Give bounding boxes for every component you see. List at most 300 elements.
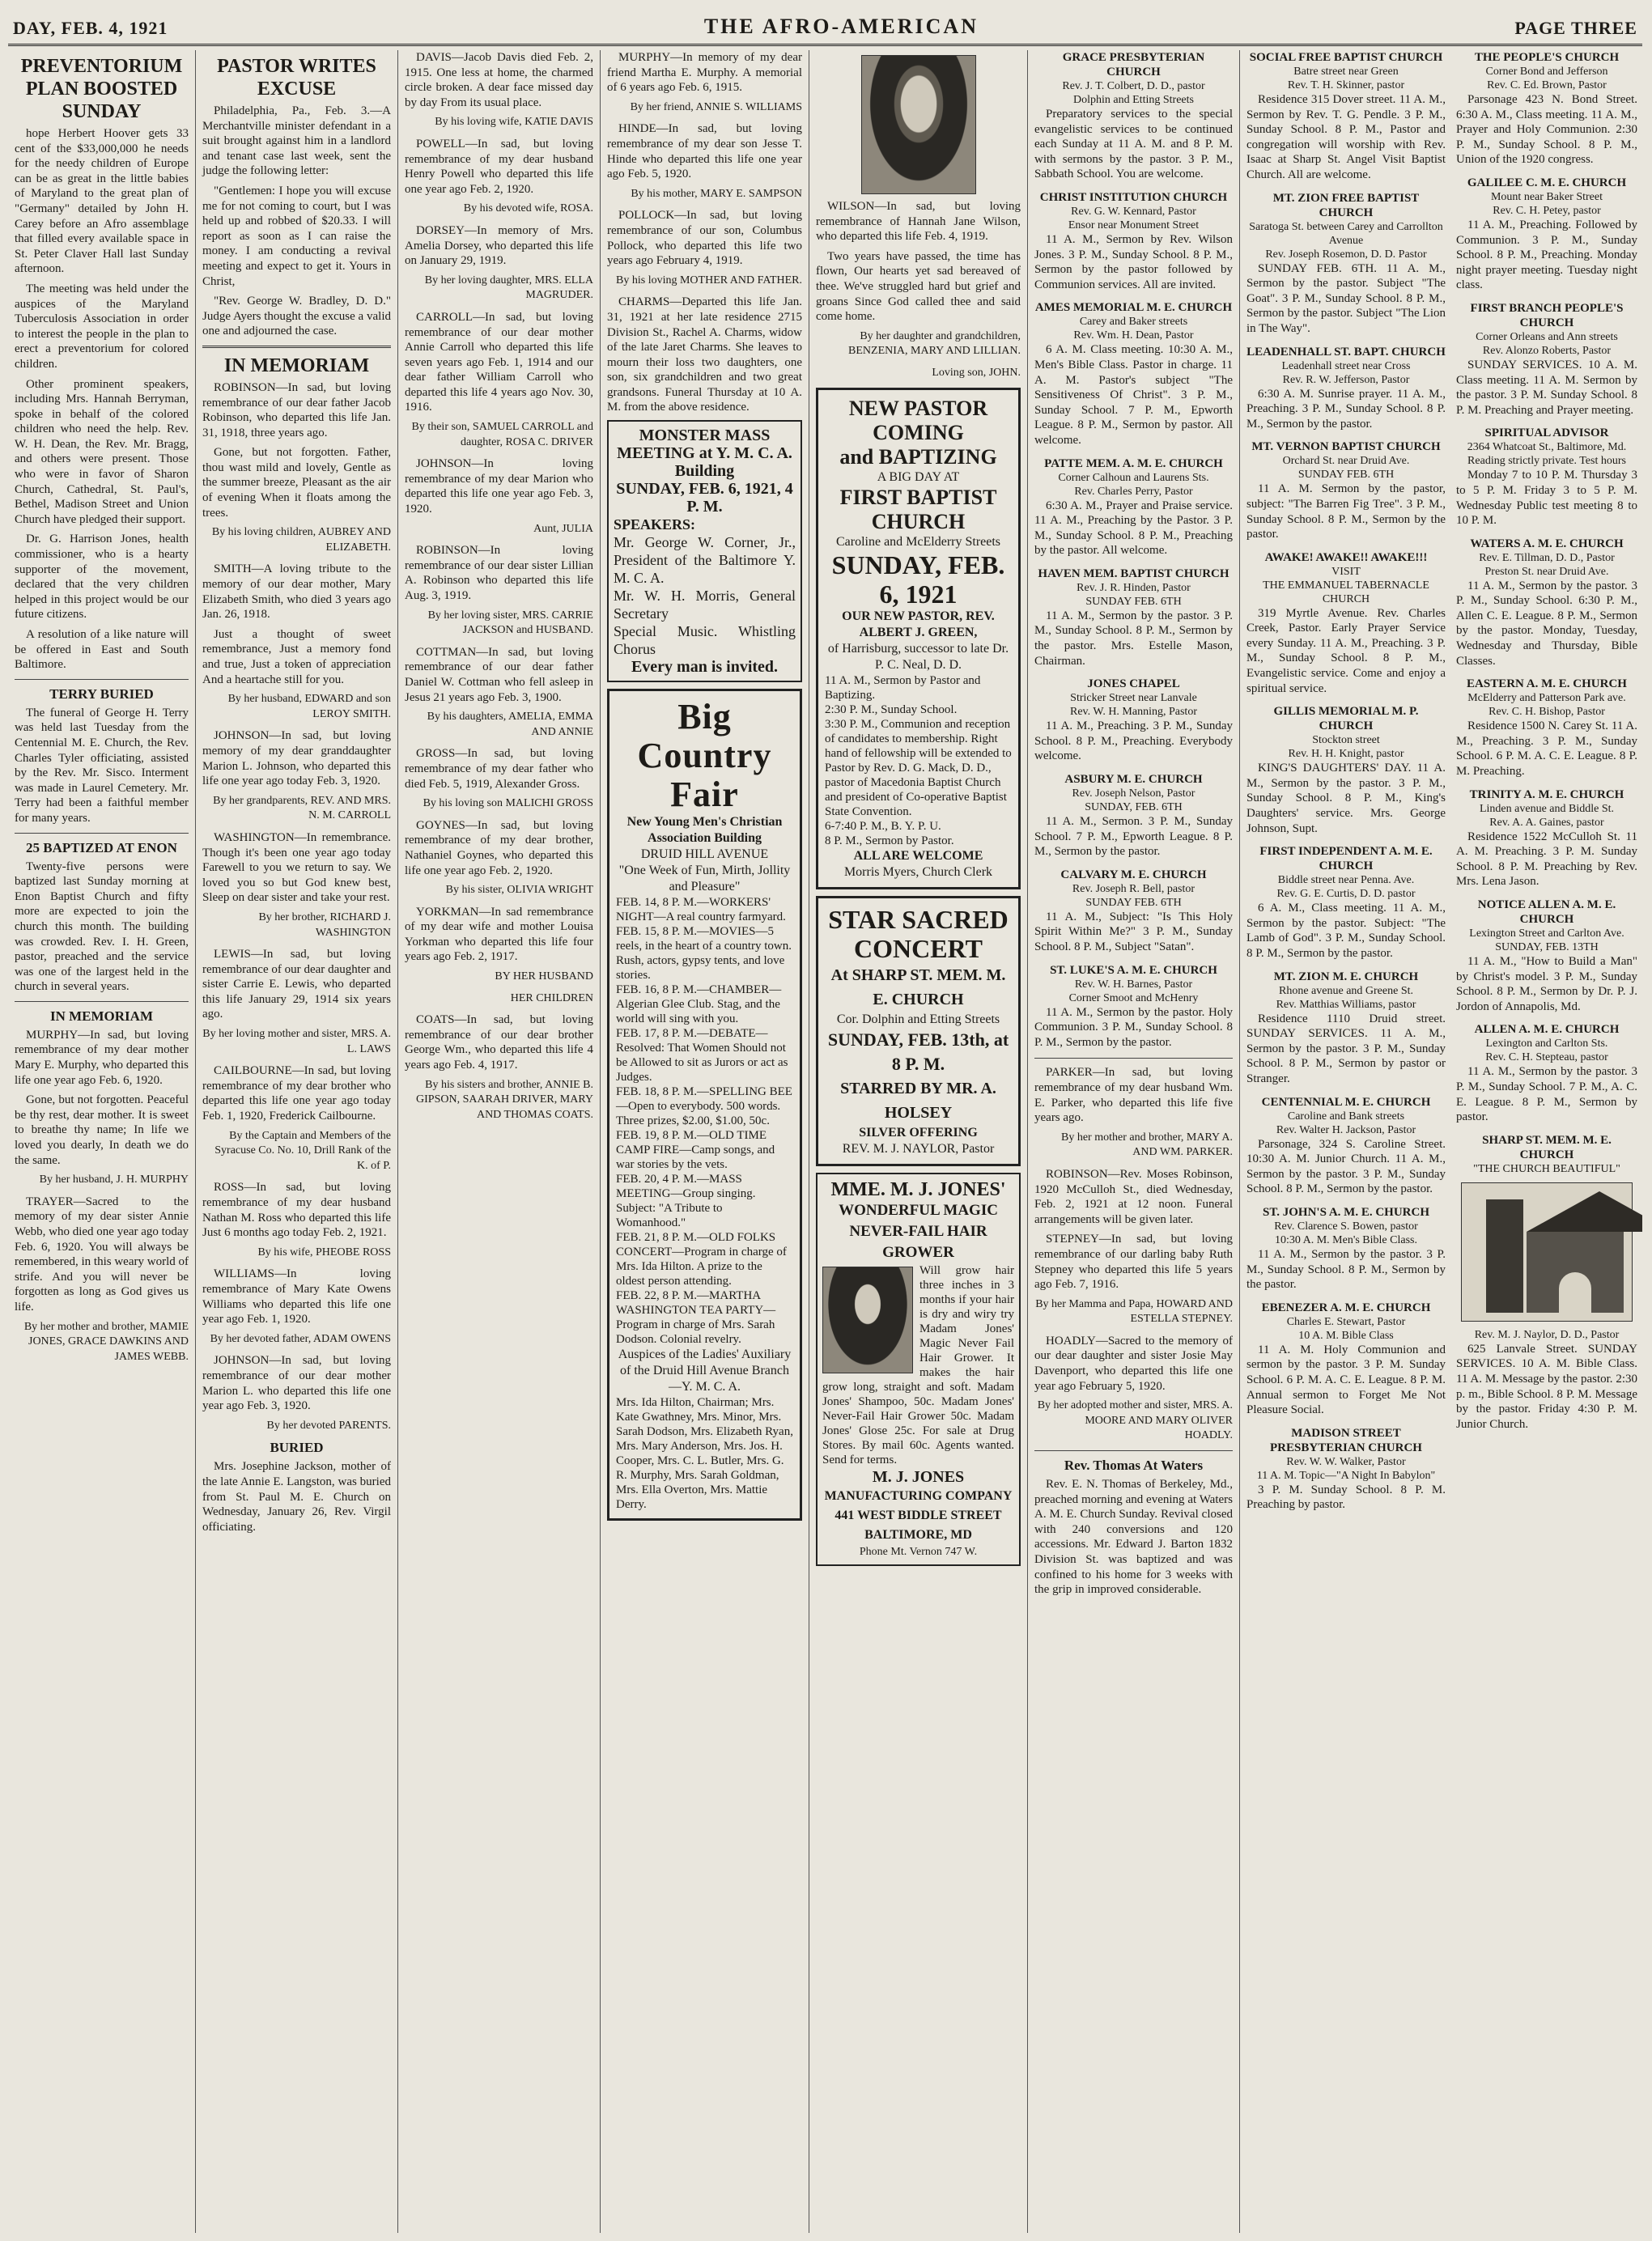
grower-company: M. J. JONES xyxy=(872,1467,965,1486)
church-name: FIRST INDEPENDENT A. M. E. CHURCH xyxy=(1259,845,1433,873)
church-line: Stockton street xyxy=(1312,734,1380,747)
memorial-text: TRAYER—Sacred to the memory of my dear sister Annie Webb, who died one year ago today Feb. 6, 1920. You will always be remembered, in this weary world of strife. And you will never be forgotten as long as God gives us life. xyxy=(15,1195,189,1314)
church-notice xyxy=(1456,426,1637,528)
church-line: 10 A. M. Bible Class xyxy=(1298,1329,1394,1342)
country-fair-ad xyxy=(607,689,802,1521)
memorial-text: HINDE—In sad, but loving remembrance of my dear son Jesse T. Hinde who departed this life one year ago Feb. 5, 1920. xyxy=(607,122,802,181)
memorial-text: WASHINGTON—In remembrance. Though it's been one year ago today Farewell to you we return to say. We loved you so but God knew best, Sleep on dear sister and take your rest. xyxy=(202,830,391,905)
church-line: Orchard St. near Druid Ave. xyxy=(1282,455,1410,468)
church-line: Rev. Matthias Williams, pastor xyxy=(1276,998,1416,1011)
church-notice xyxy=(1456,677,1637,779)
article-paragraph: "Rev. George W. Bradley, D. D." Judge Ayers thought the excuse a valid one and adjourned the case. xyxy=(202,295,391,338)
church-line: Rev. W. H. Manning, Pastor xyxy=(1070,706,1197,719)
memorial-text: WILSON—In sad, but loving remembrance of Hannah Jane Wilson, who departed this life Feb. 4, 1919. xyxy=(816,200,1021,244)
memorial-signature: By her mother and brother, MARY A. AND WM. PARKER. xyxy=(1060,1131,1233,1159)
column-8-container xyxy=(1451,50,1642,2233)
memorial-signature: Aunt, JULIA xyxy=(533,522,593,535)
church-line: Rev. Joseph R. Bell, pastor xyxy=(1072,882,1195,895)
church-name: EASTERN A. M. E. CHURCH xyxy=(1467,677,1627,691)
church-line: Rev. Walter H. Jackson, Pastor xyxy=(1276,1123,1416,1136)
church-schedule: Residence 315 Dover street. 11 A. M., Sermon by Rev. T. G. Pendle. 3 P. M., Sunday School. 8 P. M., Pastor and congregation will worship with Rev. Isaac at Sharp St. Angel Visit Baptist Church. All are welcome. xyxy=(1246,93,1446,181)
memorial-signature: By her devoted PARENTS. xyxy=(266,1419,391,1432)
church-notice xyxy=(1456,537,1637,669)
church-line: SUNDAY, FEB. 13TH xyxy=(1495,941,1599,953)
church-line: Rev. E. Tillman, D. D., Pastor xyxy=(1479,551,1615,564)
church-notice xyxy=(1246,345,1446,432)
church-line: SUNDAY FEB. 6TH xyxy=(1297,469,1395,482)
article-paragraph: hope Herbert Hoover gets 33 cent of the $33,000,000 he needs for the needy children of Europe can be as great in the little babies of Maryland to the great plan of "Germany" detailed by John H. Carey before an Afro assemblage that filled every available space in St. Peter Claver Hall last Sunday afternoon. xyxy=(15,127,189,276)
church-schedule: 11 A. M., Sermon by the pastor. 3 P. M., Sunday School. 8 P. M., Sermon by the pastor. xyxy=(1246,1247,1446,1292)
church-notice xyxy=(1034,456,1233,558)
church-line: SUNDAY FEB. 6TH xyxy=(1085,896,1182,909)
church-notice xyxy=(1246,50,1446,183)
concert-date: SUNDAY, FEB. 13th, at 8 P. M. xyxy=(827,1029,1009,1074)
church-schedule: 6 A. M., Class meeting. 11 A. M., Sermon by the pastor. Subject: "The Lamb of God". 3 P. M., Sunday School. 8 P. M., Sermon by the pastor. xyxy=(1246,902,1446,960)
mass-meeting-date: SUNDAY, FEB. 6, 1921, 4 P. M. xyxy=(616,480,793,516)
pastor-ad-welcome: ALL ARE WELCOME xyxy=(853,848,983,863)
church-schedule: 11 A. M., "How to Build a Man" by Christ's model. 3 P. M., Sunday School. 8 P. M., Sermon by Dr. P. J. Jordon of Annapolis, Md. xyxy=(1456,955,1637,1013)
church-schedule: 3 P. M. Sunday School. 8 P. M. Preaching by pastor. xyxy=(1246,1483,1446,1512)
memorial-text: YORKMAN—In sad remembrance of my dear wife and mother Louisa Yorkman who departed this life four years ago Feb. 2, 1917. xyxy=(405,905,593,964)
headline: Rev. Thomas At Waters xyxy=(1064,1458,1204,1474)
concert-pastor: REV. M. J. NAYLOR, Pastor xyxy=(842,1141,995,1156)
church-name: GRACE PRESBYTERIAN CHURCH xyxy=(1062,51,1205,79)
fair-subtitle: New Young Men's Christian Association Building xyxy=(626,815,783,846)
church-line: Stricker Street near Lanvale xyxy=(1070,692,1197,705)
church-line: Rev. C. H. Bishop, Pastor xyxy=(1488,706,1605,719)
fair-event: FEB. 15, 8 P. M.—MOVIES—5 reels, in the heart of a country town. Rush, actors, gypsy tents, and love stories. xyxy=(616,925,792,983)
pastor-ad-title: NEW PASTOR COMING xyxy=(848,396,988,444)
column-7 xyxy=(1240,50,1452,2233)
church-name: LEADENHALL ST. BAPT. CHURCH xyxy=(1246,345,1446,359)
church-line: Rev. G. E. Curtis, D. D. pastor xyxy=(1276,888,1416,901)
headline: IN MEMORIAM xyxy=(49,1008,153,1024)
memorial-text: STEPNEY—In sad, but loving remembrance of our darling baby Ruth Stepney who departed this life 5 years ago Feb. 7, 1916. xyxy=(1034,1233,1233,1292)
church-name: MT. ZION FREE BAPTIST CHURCH xyxy=(1272,191,1420,219)
columns xyxy=(8,50,1642,2233)
church-name: TRINITY A. M. E. CHURCH xyxy=(1469,787,1624,801)
memorial-signature: By her devoted father, ADAM OWENS xyxy=(210,1332,391,1345)
church-line: Mount near Baker Street xyxy=(1490,190,1603,203)
fair-title: Big Country Fair xyxy=(637,697,772,815)
church-notice xyxy=(1246,1426,1446,1513)
memorial-text: LEWIS—In sad, but loving remembrance of our dear daughter and sister Carrie E. Lewis, who departed this life January 29, 1914 six years ago. xyxy=(202,948,391,1021)
church-notice xyxy=(1456,1133,1637,1432)
mass-meeting-speakers-label: SPEAKERS: xyxy=(614,516,696,533)
article-paragraph: "Gentlemen: I hope you will excuse me for not coming to court, but I was held up and robbed of $20.33. I will report as soon as I can raise the money. I am conducting a revival meeting and expect to get it. Yours in Christ, xyxy=(202,184,391,288)
memorial-text: ROBINSON—Rev. Moses Robinson, 1920 McCulloh St., died Wednesday, Feb. 2, 1921 at 12 noon. Funeral arrangements will be given later. xyxy=(1034,1167,1233,1226)
church-schedule: Parsonage 423 N. Bond Street. 6:30 A. M., Class meeting. 11 A. M., Prayer and Holy Communion. 2:30 P. M., Sunday School. 8 P. M., Union of the 1920 congress. xyxy=(1456,93,1637,167)
memorial-verse: Gone, but not forgotten. Father, thou wast mild and lovely, Gentle as the summer breeze, Pleasant as the air of evening When it floats among the trees. xyxy=(202,446,391,520)
memorial-signature: By his devoted wife, ROSA. xyxy=(463,202,593,215)
memorial-verse: Just a thought of sweet remembrance, Just a memory fond and true, Just a token of appreciation And a heartache still for you. xyxy=(202,627,391,686)
fair-location: DRUID HILL AVENUE xyxy=(640,847,769,862)
pastor-ad-title: and BAPTIZING xyxy=(839,444,997,469)
church-line: Rev. J. T. Colbert, D. D., pastor xyxy=(1062,80,1205,92)
fair-event: FEB. 16, 8 P. M.—CHAMBER—Algerian Glee Club. Stag, and the world will sing with you. xyxy=(616,983,782,1026)
church-line: Corner Smoot and McHenry xyxy=(1068,991,1199,1004)
memorial-signature: By her friend, ANNIE S. WILLIAMS xyxy=(630,100,802,113)
church-schedule: 11 A. M., Sermon by the pastor. 3 P. M., Sunday School. 7 P. M., A. C. E. League. 8 P. M., Sermon by pastor. xyxy=(1456,1065,1637,1124)
church-schedule: SUNDAY SERVICES. 10 A. M. Class meeting. 11 A. M. Sermon by the pastor. 3 P. M. Sunday School. 8 P. M. Preaching and Prayer meeting. xyxy=(1456,358,1637,417)
church-line: Rev. C. H. Petey, pastor xyxy=(1493,204,1601,217)
church-line: Ensor near Monument Street xyxy=(1068,219,1200,231)
church-notice xyxy=(1456,50,1637,168)
article-paragraph: Rev. E. N. Thomas of Berkeley, Md., preached morning and evening at Waters A. M. E. Church Sunday. Revival closed with 240 conversions and 120 accessions. Mr. Edward J. Barton 1832 Division St. was baptized and was confined to his home for 3 weeks with the grip in improved considerable. xyxy=(1034,1478,1233,1597)
fair-event: FEB. 22, 8 P. M.—MARTHA WASHINGTON TEA PARTY—Program in charge of Mrs. Sarah Dodson. Colonial revelry. xyxy=(616,1289,776,1347)
church-line: SUNDAY, FEB. 6TH xyxy=(1085,801,1183,814)
church-notice xyxy=(1034,50,1233,182)
memorial-text: COTTMAN—In sad, but loving remembrance of our dear father Daniel W. Cottman who fell asleep in Jesus 21 years ago Feb. 3, 1900. xyxy=(405,645,593,704)
concert-star: STARRED BY MR. A. HOLSEY xyxy=(840,1079,996,1122)
church-name: JONES CHAPEL xyxy=(1087,677,1180,691)
memorial-signature: By his mother, MARY E. SAMPSON xyxy=(631,187,802,200)
column-4 xyxy=(601,50,809,2233)
church-schedule: 11 A. M., Preaching. 3 P. M., Sunday School. 8 P. M., Preaching. Everybody welcome. xyxy=(1034,719,1233,763)
memorial-text: CAILBOURNE—In sad, but loving remembrance of my dear brother who departed this life one year ago today Feb. 1, 1920, Frederick Cailbourne. xyxy=(202,1064,391,1123)
church-notice xyxy=(1034,300,1233,448)
pastor-ad-clerk: Morris Myers, Church Clerk xyxy=(843,864,993,879)
church-notice xyxy=(1246,704,1446,836)
divider xyxy=(15,1001,189,1002)
church-notice xyxy=(1246,1301,1446,1418)
church-line: Rev. J. R. Hinden, Pastor xyxy=(1077,581,1191,594)
fair-event: FEB. 21, 8 P. M.—OLD FOLKS CONCERT—Program in charge of Mrs. Ida Hilton. A prize to the oldest person attending. xyxy=(616,1231,787,1288)
memorial-text: POWELL—In sad, but loving remembrance of my dear husband Henry Powell who departed this life one year ago Feb. 2, 1920. xyxy=(405,137,593,196)
church-line: Rev. T. H. Skinner, pastor xyxy=(1287,79,1405,91)
memorial-text: POLLOCK—In sad, but loving remembrance of our son, Columbus Pollock, who departed this life two years ago February 4, 1919. xyxy=(607,209,802,268)
church-door xyxy=(1559,1272,1591,1321)
church-schedule: 6 A. M. Class meeting. 10:30 A. M., Men's Bible Class. Pastor in charge. 11 A. M. Pastor's subject "The Sensitiveness Of Christ". 3 P. M., Sunday School. 7 P. M., Epworth League. 8 P. M., Sermon by pastor. All welcome. xyxy=(1034,343,1233,447)
memorial-signature: By his sister, OLIVIA WRIGHT xyxy=(445,884,593,897)
memorial-signature: HER CHILDREN xyxy=(510,991,593,1004)
concert-offering: SILVER OFFERING xyxy=(859,1125,978,1140)
church-name: CALVARY M. E. CHURCH xyxy=(1060,868,1207,881)
grower-brand: MME. M. J. JONES' xyxy=(830,1178,1006,1200)
memorial-text: COATS—In sad, but loving remembrance of our dear brother George Wm., who departed this life 4 years ago Feb. 4, 1917. xyxy=(405,1013,593,1072)
church-name: MT. VERNON BAPTIST CHURCH xyxy=(1251,440,1441,454)
church-line: Biddle street near Penna. Ave. xyxy=(1277,874,1415,887)
church-notice xyxy=(1246,550,1446,697)
memorial-signature: By her husband, J. H. MURPHY xyxy=(39,1174,189,1186)
divider xyxy=(15,679,189,680)
article-paragraph: Dr. G. Harrison Jones, health commissioner, who is a hearty supporter of the movement, declared that the very children helped in this project would be our future citizens. xyxy=(15,533,189,622)
church-notice xyxy=(1456,898,1637,1014)
church-line: Rev. C. Ed. Brown, Pastor xyxy=(1487,79,1607,91)
church-name: CENTENNIAL M. E. CHURCH xyxy=(1261,1095,1431,1109)
sacred-concert-ad xyxy=(816,896,1021,1166)
pastor-ad-schedule: 6-7:40 P. M., B. Y. P. U. xyxy=(825,819,941,833)
memorial-text: SMITH—A loving tribute to the memory of our dear mother, Mary Elizabeth Smith, who died 3 years ago Jan. 26, 1918. xyxy=(202,562,391,622)
church-line: "THE CHURCH BEAUTIFUL" xyxy=(1473,1162,1620,1175)
church-notice xyxy=(1246,970,1446,1087)
memorial-signature: By her loving daughter, MRS. ELLA MAGRUDER. xyxy=(424,274,593,302)
paper-title: THE AFRO-AMERICAN xyxy=(703,15,979,38)
church-line: Charles E. Stewart, Pastor xyxy=(1286,1315,1406,1328)
mass-meeting-speaker: Mr. George W. Corner, Jr., President of the Baltimore Y. M. C. A. xyxy=(614,534,796,587)
memorial-signature: By her grandparents, REV. AND MRS. N. M. CARROLL xyxy=(213,794,391,822)
church-name: ST. LUKE'S A. M. E. CHURCH xyxy=(1050,963,1217,977)
memorial-signature: By his sisters and brother, ANNIE B. GIPSON, SAARAH DRIVER, MARY AND THOMAS COATS. xyxy=(416,1078,593,1121)
page-number: PAGE THREE xyxy=(1514,18,1637,38)
church-notice xyxy=(1246,439,1446,541)
church-name: GALILEE C. M. E. CHURCH xyxy=(1467,176,1627,189)
divider xyxy=(1034,1450,1233,1451)
memorial-signature: By his loving wife, KATIE DAVIS xyxy=(435,116,593,129)
memorial-text: GROSS—In sad, but loving remembrance of my dear father who died Feb. 5, 1919, Alexander Gross. xyxy=(405,747,593,791)
church-tower xyxy=(1486,1199,1523,1313)
fair-event: FEB. 14, 8 P. M.—WORKERS' NIGHT—A real country farmyard. xyxy=(616,896,786,924)
mass-meeting-speaker: Mr. W. H. Morris, General Secretary xyxy=(614,588,796,622)
church-line: Saratoga St. between Carey and Carrollton Avenue xyxy=(1249,220,1443,247)
church-notice xyxy=(1456,176,1637,293)
church-schedule: 11 A. M., Subject: "Is This Holy Spirit Within Me?" 3 P. M., Sunday School. 8 P. M., Subject "Satan". xyxy=(1034,910,1233,953)
church-line: Rev. Joseph Rosemon, D. D. Pastor xyxy=(1265,248,1427,261)
church-name: ST. JOHN'S A. M. E. CHURCH xyxy=(1263,1205,1429,1219)
memorial-signature: By her husband, EDWARD and son LEROY SMITH. xyxy=(227,693,391,720)
mass-meeting-notice xyxy=(607,420,802,682)
headline: PASTOR WRITES EXCUSE xyxy=(217,56,376,100)
church-schedule: 11 A. M., Sermon by the pastor. Holy Communion. 3 P. M., Sunday School. 8 P. M., Sermon by the pastor. xyxy=(1034,1005,1233,1049)
memorial-signature: Loving son, JOHN. xyxy=(932,366,1021,379)
church-line: THE EMMANUEL TABERNACLE CHURCH xyxy=(1263,579,1429,605)
column-3 xyxy=(398,50,601,2233)
memorial-signature: By her brother, RICHARD J. WASHINGTON xyxy=(258,910,391,939)
church-line: Rev. G. W. Kennard, Pastor xyxy=(1071,205,1196,218)
memorial-text: ROBINSON—In loving remembrance of our dear sister Lillian A. Robinson who departed this life Aug. 3, 1919. xyxy=(405,544,593,602)
church-name: SOCIAL FREE BAPTIST CHURCH xyxy=(1249,51,1443,64)
portrait-photo xyxy=(861,55,976,194)
church-name: SPIRITUAL ADVISOR xyxy=(1484,427,1609,440)
grower-company: MANUFACTURING COMPANY xyxy=(824,1488,1013,1503)
church-line: Rev. Charles Perry, Pastor xyxy=(1074,485,1193,498)
church-line: Rev. C. H. Stepteau, pastor xyxy=(1485,1051,1608,1064)
church-name: AWAKE! AWAKE!! AWAKE!!! xyxy=(1264,550,1428,564)
church-schedule: Monday 7 to 10 P. M. Thursday 3 to 5 P. M. Friday 3 to 5 P. M. Wednesday Public test meeting 8 to 10 P. M. xyxy=(1456,469,1637,528)
church-notice xyxy=(1456,787,1637,889)
church-name: SHARP ST. MEM. M. E. CHURCH xyxy=(1482,1133,1612,1161)
fair-tagline: "One Week of Fun, Mirth, Jollity and Pleasure" xyxy=(618,864,791,894)
headline: PREVENTORIUM PLAN BOOSTED SUNDAY xyxy=(20,56,183,122)
concert-address: Cor. Dolphin and Etting Streets xyxy=(836,1012,1000,1026)
church-notice xyxy=(1034,868,1233,955)
memorial-signature: By her adopted mother and sister, MRS. A. MOORE AND MARY OLIVER HOADLY. xyxy=(1037,1399,1233,1442)
memorial-signature: By his daughters, AMELIA, EMMA AND ANNIE xyxy=(427,711,593,738)
church-line: Lexington and Carlton Sts. xyxy=(1485,1038,1608,1050)
memorial-verse: Two years have passed, the time has flown, Our hearts yet sad bereaved of thee. We've struggled hard but grief and groans Since God called thee and said come home. xyxy=(816,249,1021,324)
church-line: Carey and Baker streets xyxy=(1079,316,1188,329)
memorial-text: MURPHY—In sad, but loving remembrance of my dear mother Mary E. Murphy, who departed this life one year ago Feb. 6, 1920. xyxy=(15,1028,189,1087)
memorial-text: DAVIS—Jacob Davis died Feb. 2, 1915. One less at home, the charmed circle broken. A dear face missed day by day From its usual place. xyxy=(405,51,593,109)
church-line: Rev. W. W. Walker, Pastor xyxy=(1286,1455,1406,1468)
church-notice xyxy=(1034,567,1233,668)
church-schedule: Residence 1500 N. Carey St. 11 A. M., Preaching. 3 P. M., Sunday School. 6 P. M. A. C. E. League. 8 P. M. Preaching. xyxy=(1456,719,1637,779)
church-name: GILLIS MEMORIAL M. P. CHURCH xyxy=(1273,705,1419,733)
headline: 25 BAPTIZED AT ENON xyxy=(26,839,177,855)
church-name: PATTE MEM. A. M. E. CHURCH xyxy=(1044,456,1223,470)
church-line: Linden avenue and Biddle St. xyxy=(1479,802,1615,815)
pastor-ad-schedule: 11 A. M., Sermon by Pastor and Baptizing. xyxy=(825,673,981,702)
hair-grower-ad xyxy=(816,1173,1021,1567)
church-schedule: Residence 1522 McCulloh St. 11 A. M. Preaching. 3 P. M. Sunday School. 8 P. M. Preaching by Rev. Mrs. Lena Jason. xyxy=(1456,830,1637,889)
divider xyxy=(15,833,189,834)
mass-meeting-invite: Every man is invited. xyxy=(631,658,779,677)
pastor-ad-date: SUNDAY, FEB. 6, 1921 xyxy=(831,550,1005,609)
church-line: Rev. Alonzo Roberts, Pastor xyxy=(1482,344,1612,357)
pastor-ad-church: FIRST BAPTIST CHURCH xyxy=(839,485,997,533)
church-name: THE PEOPLE'S CHURCH xyxy=(1474,51,1620,64)
church-line: Leadenhall street near Cross xyxy=(1281,359,1411,372)
church-schedule: 11 A. M., Preaching. Followed by Communion. 3 P. M., Sunday School. 8 P. M., Preaching. Monday night prayer meeting. Tuesday night class. xyxy=(1456,218,1637,292)
church-line: Lexington Street and Carlton Ave. xyxy=(1469,927,1624,940)
article-paragraph: Other prominent speakers, including Mrs. Hannah Berryman, spoke in behalf of the colored children who need the help. Rev. W. H. Dean, the Rev. Mr. Bragg, and others were present. Those who were in favor of Sharon Church, Cathedral, St. Paul's, Bethel, Madison Street and Union Church have pledged their support. xyxy=(15,377,189,526)
church-notice xyxy=(1034,963,1233,1050)
headline: BURIED xyxy=(270,1440,324,1456)
pastor-ad-text: of Harrisburg, successor to late Dr. P. C. Neal, D. D. xyxy=(827,641,1009,672)
church-line: Rev. A. A. Gaines, pastor xyxy=(1489,816,1604,829)
church-notice xyxy=(1246,1095,1446,1197)
pastor-ad-text: A BIG DAY AT xyxy=(877,469,960,484)
memorial-signature: BY HER HUSBAND xyxy=(495,970,593,983)
church-schedule: 11 A. M., Sermon. 3 P. M., Sunday School. 7 P. M., Epworth League. 8 P. M., Sermon by the pastor. xyxy=(1034,815,1233,859)
new-pastor-ad xyxy=(816,388,1021,889)
headline: TERRY BURIED xyxy=(49,685,154,702)
church-line: Corner Bond and Jefferson xyxy=(1485,66,1608,78)
church-name: AMES MEMORIAL M. E. CHURCH xyxy=(1034,301,1233,315)
church-line: Rev. W. H. Barnes, Pastor xyxy=(1074,978,1193,991)
church-schedule: 11 A. M., Sermon by Rev. Wilson Jones. 3 P. M., Sunday School. 8 P. M., Sermon by the pastor followed by Communion services. All are invited. xyxy=(1034,232,1233,291)
church-line: 2364 Whatcoat St., Baltimore, Md. xyxy=(1467,441,1627,454)
memorial-text: DORSEY—In memory of Mrs. Amelia Dorsey, who departed this life on January 29, 1919. xyxy=(405,223,593,268)
church-name: NOTICE ALLEN A. M. E. CHURCH xyxy=(1477,898,1616,926)
church-line: Rev. Joseph Nelson, Pastor xyxy=(1072,787,1195,800)
concert-church: At SHARP ST. MEM. M. E. CHURCH xyxy=(830,966,1006,1008)
church-name: MADISON STREET PRESBYTERIAN CHURCH xyxy=(1270,1426,1422,1454)
memorial-text: MURPHY—In memory of my dear friend Martha E. Murphy. A memorial of 6 years ago Feb. 6, 1915. xyxy=(607,51,802,95)
memorial-text: JOHNSON—In loving remembrance of my dear Marion who departed this life one year ago Feb. 3, 1920. xyxy=(405,457,593,516)
column-5 xyxy=(809,50,1028,2233)
article-paragraph: Philadelphia, Pa., Feb. 3.—A Merchantville minister defendant in a suit brought against him in a landlord and tenant case last week, sent the judge the following letter: xyxy=(202,104,391,178)
grower-portrait xyxy=(822,1267,913,1373)
church-name: FIRST BRANCH PEOPLE'S CHURCH xyxy=(1470,301,1624,329)
memorial-text: JOHNSON—In sad, but loving remembrance of our dear mother Marion L. who departed this life one year ago Feb. 3, 1920. xyxy=(202,1354,391,1413)
memorial-signature: By her loving mother and sister, MRS. A. L. LAWS xyxy=(202,1028,391,1055)
pastor-ad-text: OUR NEW PASTOR, REV. ALBERT J. GREEN, xyxy=(842,609,995,639)
memorial-text: ROBINSON—In sad, but loving remembrance of our dear father Jacob Robinson, who departed this life Jan. 31, 1918, three years ago. xyxy=(202,380,391,439)
church-line: Rev. R. W. Jefferson, Pastor xyxy=(1282,373,1410,386)
church-schedule: KING'S DAUGHTERS' DAY. 11 A. M., Sermon by the pastor. 3 P. M., Sunday School. 8 P. M., King's Daughters' service. Mrs. George Johnson, Supt. xyxy=(1246,762,1446,835)
memorial-text: GOYNES—In sad, but loving remembrance of my dear brother, Nathaniel Goynes, who departed this life one year ago Feb. 2, 1920. xyxy=(405,818,593,877)
memorial-text: ROSS—In sad, but loving remembrance of my dear husband Nathan M. Ross who departed this life Just 6 months ago today Feb. 2, 1921. xyxy=(202,1181,391,1240)
church-line: Corner Calhoun and Laurens Sts. xyxy=(1058,471,1209,484)
church-name: MT. ZION M. E. CHURCH xyxy=(1273,970,1419,983)
fair-event: FEB. 20, 4 P. M.—MASS MEETING—Group singing. Subject: "A Tribute to Womanhood." xyxy=(616,1173,756,1230)
church-line: VISIT xyxy=(1331,565,1361,578)
church-notice xyxy=(1034,677,1233,764)
church-name: HAVEN MEM. BAPTIST CHURCH xyxy=(1038,567,1229,580)
pastor-ad-schedule: 2:30 P. M., Sunday School. xyxy=(825,702,958,716)
church-line: Caroline and Bank streets xyxy=(1287,1110,1405,1123)
article-paragraph: Mrs. Josephine Jackson, mother of the late Annie E. Langston, was buried from St. Paul M. E. Church on Wednesday, January 26, Rev. Virgil officiating. xyxy=(202,1460,391,1534)
column-6 xyxy=(1028,50,1240,2233)
church-line: Rev. Wm. H. Dean, Pastor xyxy=(1073,329,1194,342)
church-notice xyxy=(1246,191,1446,337)
fair-committee: Mrs. Ida Hilton, Chairman; Mrs. Kate Gwathney, Mrs. Minor, Mrs. Sarah Dodson, Mrs. Elizabeth Ryan, Mrs. Mary Anderson, Mrs. Jos. H. Cooper, Mrs. C. L. Butler, Mrs. G. R. Murphy, Mrs. Sarah Goldman, Mrs. Ella Overton, Mrs. Mattie Derry. xyxy=(616,1396,793,1512)
church-schedule: Residence 1110 Druid street. SUNDAY SERVICES. 11 A. M., Sermon by the pastor. 3 P. M., Sunday School. 8 P. M., Sermon by pastor or Stranger. xyxy=(1246,1012,1446,1085)
column-2 xyxy=(196,50,398,2233)
article-paragraph: The meeting was held under the auspices of the Maryland Tuberculosis Association in order to interest the people in the plan to erect a preventorium for colored children. xyxy=(15,282,189,371)
church-name: CHRIST INSTITUTION CHURCH xyxy=(1039,190,1228,204)
pastor-ad-address: Caroline and McElderry Streets xyxy=(835,534,1001,549)
memorial-text: PARKER—In sad, but loving remembrance of my dear husband Wm. E. Parker, who departed this life five years ago. xyxy=(1034,1066,1233,1125)
memorial-text: WILLIAMS—In loving remembrance of Mary Kate Owens Williams who departed this life one year ago Feb. 1, 1920. xyxy=(202,1267,391,1326)
church-name: ASBURY M. E. CHURCH xyxy=(1064,773,1203,787)
memorial-signature: By his wife, PHEOBE ROSS xyxy=(257,1246,391,1258)
issue-date: DAY, FEB. 4, 1921 xyxy=(13,18,168,38)
grower-city: BALTIMORE, MD xyxy=(864,1527,972,1542)
church-schedule: 625 Lanvale Street. SUNDAY SERVICES. 10 A. M. Bible Class. 11 A. M. Message by the pastor. 2:30 p. m., Bible School. 8 P. M. Message by the pastor. Friday 4:30 P. M. Junior Church. xyxy=(1456,1342,1637,1431)
church-schedule: 6:30 A. M. Sunrise prayer. 11 A. M., Preaching. 3 P. M., Sunday School. 8 P. M., Sermon by the pastor. xyxy=(1246,387,1446,431)
church-line: Rev. H. H. Knight, pastor xyxy=(1288,748,1404,761)
church-schedule: 6:30 A. M., Prayer and Praise service. 11 A. M., Preaching by the Pastor. 3 P. M., Sunday School. 8 P. M., Preaching by the pastor. All welcome. xyxy=(1034,499,1233,558)
pastor-ad-schedule: 8 P. M., Sermon by Pastor. xyxy=(825,834,954,847)
memorial-signature: By his loving children, AUBREY AND ELIZABETH. xyxy=(211,526,391,554)
memorial-text: CHARMS—Departed this life Jan. 31, 1921 at her late residence 2715 Division St., Rachel A. Charms, widow of the late Jaret Charms. She leaves to mourn their loss two daughters, one son, six grandchildren and two great grandsons. Funeral Thursday at 10 A. M. from the above residence. xyxy=(607,295,802,414)
church-name: EBENEZER A. M. E. CHURCH xyxy=(1261,1301,1431,1314)
article-paragraph: A resolution of a like nature will be offered in East and South Baltimore. xyxy=(15,628,189,672)
fair-auspices: Auspices of the Ladies' Auxiliary of the Druid Hill Avenue Branch—Y. M. C. A. xyxy=(618,1348,792,1394)
church-schedule: SUNDAY FEB. 6TH. 11 A. M., Sermon by the pastor. Subject "The Goat". 3 P. M., Sunday School. 8 P. M., Sermon by the pastor. Subject "The Lion in The Way". xyxy=(1246,261,1446,335)
church-line: Corner Orleans and Ann streets xyxy=(1476,330,1618,343)
divider xyxy=(1034,1058,1233,1059)
column-1 xyxy=(8,50,196,2233)
church-notice xyxy=(1246,844,1446,961)
memorial-signature: By their son, SAMUEL CARROLL and daughter, ROSA C. DRIVER xyxy=(411,421,593,448)
church-line: 11 A. M. Topic—"A Night In Babylon" xyxy=(1256,1469,1436,1482)
divider xyxy=(202,346,391,348)
grower-phone: Phone Mt. Vernon 747 W. xyxy=(859,1545,978,1558)
church-line: Preston St. near Druid Ave. xyxy=(1484,565,1609,578)
fair-event: FEB. 17, 8 P. M.—DEBATE—Resolved: That Women Should not be Allowed to sit as Jurors or act as Judges. xyxy=(616,1027,788,1084)
memorial-signature: By her daughter and grandchildren, BENZENIA, MARY AND LILLIAN. xyxy=(848,329,1021,358)
church-schedule: 11 A. M., Sermon by the pastor. 3 P. M., Sunday School. 6:30 P. M., Allen C. E. League. 8 P. M., Sermon by the pastor. Monday, Tuesday, Wednesday and Thursday, Bible Classes. xyxy=(1456,579,1637,668)
grower-title: WONDERFUL MAGIC NEVER-FAIL HAIR GROWER xyxy=(839,1201,998,1261)
memorial-signature: By her loving sister, MRS. CARRIE JACKSON and HUSBAND. xyxy=(427,609,593,637)
church-building-illustration xyxy=(1461,1182,1633,1322)
memorial-verse: Gone, but not forgotten. Peaceful be thy rest, dear mother. It is sweet to breathe thy name; In life we loved you dearly, In death we do the same. xyxy=(15,1093,189,1167)
grower-text: Will grow hair three inches in 3 months if your hair is dry and wiry try Madam Jones' Magic Never Fail Hair Grower. It makes the hair grow long, straight and soft. Madam Jones' Shampoo, 50c. Madam Jones' Never-Fail Hair Grower 50c. Madam Jones' Glose 25c. For sale at Drug Stores. By mail 60c. Agents wanted. Send for terms. xyxy=(822,1263,1014,1466)
memorial-text: CARROLL—In sad, but loving remembrance of our dear mother Annie Carroll who departed this life seven years ago Feb. 1, 1914 and our dear father William Carroll who departed this life 4 years ago Nov. 30, 1916. xyxy=(405,310,593,414)
church-line: Dolphin and Etting Streets xyxy=(1073,94,1194,106)
church-notice xyxy=(1034,772,1233,859)
memorial-signature: By her Mamma and Papa, HOWARD AND ESTELLA STEPNEY. xyxy=(1035,1297,1233,1326)
church-line: SUNDAY FEB. 6TH xyxy=(1085,595,1182,608)
memorial-signature: By her mother and brother, MAMIE JONES, GRACE DAWKINS AND JAMES WEBB. xyxy=(23,1320,189,1363)
mass-meeting-speaker: Special Music. Whistling Chorus xyxy=(614,623,796,658)
mass-meeting-title: MONSTER MASS MEETING at Y. M. C. A. Building xyxy=(617,427,792,481)
church-name: ALLEN A. M. E. CHURCH xyxy=(1474,1023,1620,1037)
headline: IN MEMORIAM xyxy=(223,354,370,376)
memorial-signature: By his loving son MALICHI GROSS xyxy=(423,797,593,810)
article-paragraph: The funeral of George H. Terry was held last Tuesday from the Centennial M. E. Church, the Rev. Charles Tyler officiating, assisted by the Rev. Mr. Sisco. Interment was made in Laurel Cemetery. Mr. Terry had been a faithful member for many years. xyxy=(15,706,189,825)
church-name: WATERS A. M. E. CHURCH xyxy=(1470,537,1624,550)
church-schedule: 11 A. M. Holy Communion and sermon by the pastor. 3 P. M. Sunday School. 6 P. M. A. C. E. League. 8 P. M. Annual sermon to Forget Me Not Pleasure Social. xyxy=(1246,1343,1446,1417)
church-line: 10:30 A. M. Men's Bible Class. xyxy=(1275,1233,1417,1246)
pastor-ad-schedule: 3:30 P. M., Communion and reception of candidates to membership. Right hand of fellowship will be extended to Pastor by Rev. D. G. Mack, D. D., pastor of Macedonia Baptist Church and president of Co-operative Baptist State Convention. xyxy=(825,717,1012,818)
concert-title: STAR SACRED CONCERT xyxy=(828,904,1009,963)
church-schedule: Parsonage, 324 S. Caroline Street. 10:30 A. M. Junior Church. 11 A. M., Sermon by the pastor. 3 P. M., Sunday School. 8 P. M., Sermon by the pastor. xyxy=(1246,1137,1446,1196)
church-line: Batre street near Green xyxy=(1293,66,1399,78)
